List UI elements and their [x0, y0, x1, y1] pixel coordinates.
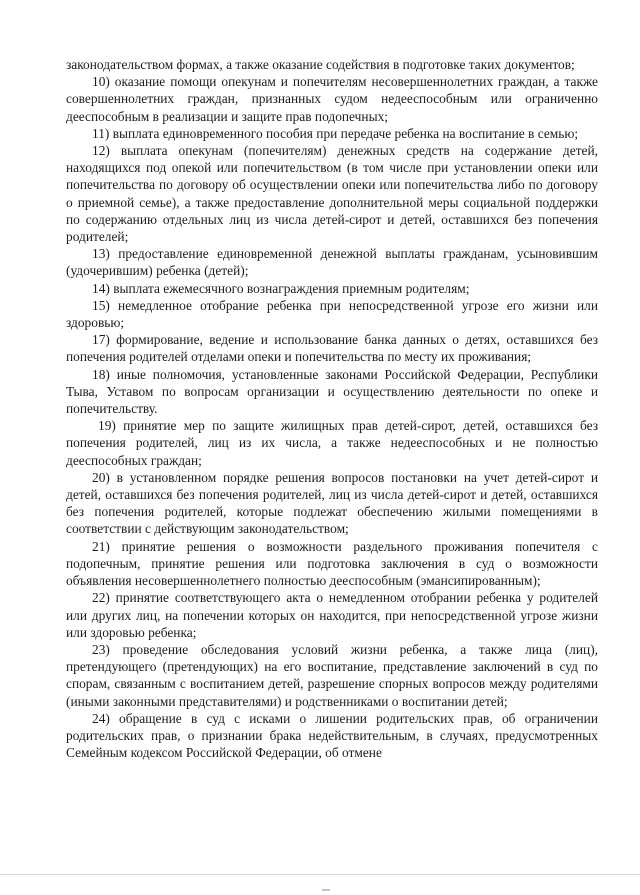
- paragraph-item-20: 20) в установленном порядке решения вопросов постановки на учет детей-сирот и детей, оставшихся без попечения родителей, лиц из числа детей-сирот и детей, оставшихся без попечения родителей, которые подлежат обеспечению жилыми помещениями в соответствии с действующим законодательством;: [66, 469, 598, 537]
- paragraph-item-11: 11) выплата единовременного пособия при передаче ребенка на воспитание в семью;: [92, 125, 579, 141]
- paragraph-item-17: 17) формирование, ведение и использование банка данных о детях, оставшихся без попечения родителей отделами опеки и попечительства по месту их проживания;: [66, 332, 598, 365]
- paragraph-item-12: 12) выплата опекунам (попечителям) денежных средств на содержание детей, находящихся под опекой или попечительством (в том числе при установлении опеки или попечительства по договору об осуществлении опеки или попечительства либо по договору о приемной семье), а также предоставление дополнительной меры социальной поддержки по содержанию отдельных лиц из числа детей-сирот и детей, оставшихся без попечения родителей;: [66, 143, 598, 245]
- paragraph-continuation: законодательством формах, а также оказание содействия в подготовке таких документов;: [66, 57, 575, 72]
- scan-edge-line: [0, 874, 640, 875]
- paragraph-item-14: 14) выплата ежемесячного вознаграждения приемным родителям;: [92, 280, 470, 296]
- document-body: [66, 56, 598, 761]
- scan-mark: [322, 889, 330, 891]
- paragraph-item-21: 21) принятие решения о возможности раздельного проживания попечителя с подопечным, принятие решения или подготовка заключения в суд о возможности объявления несовершеннолетнего полностью дееспособным (эмансипированным);: [66, 538, 598, 589]
- paragraph-item-15: 15) немедленное отобрание ребенка при непосредственной угрозе его жизни или здоровью;: [66, 297, 598, 331]
- paragraph-item-10: 10) оказание помощи опекунам и попечителям несовершеннолетних граждан, а также совершеннолетних граждан, признанных судом недееспособным или ограниченно дееспособным в реализации и защите прав подопечных;: [66, 74, 598, 124]
- paragraph-item-18: 18) иные полномочия, установленные законами Российской Федерации, Республики Тыва, Уставом по вопросам организации и осуществлению деятельности по опеке и попечительству.: [66, 366, 598, 417]
- paragraph-item-22: 22) принятие соответствующего акта о немедленном отобрании ребенка у родителей или других лиц, на попечении которых он находится, при непосредственной угрозе жизни или здоровью ребенка;: [66, 590, 598, 640]
- paragraph-item-24: 24) обращение в суд с исками о лишении родительских прав, об ограничении родительских прав, о признании брака недействительным, в случаях, предусмотренных Семейным кодексом Российской Федерации, об отмене: [66, 710, 598, 761]
- paragraph-item-13: 13) предоставление единовременной денежной выплаты гражданам, усыновившим (удочерившим) ребенка (детей);: [66, 246, 598, 279]
- paragraph-item-19: 19) принятие мер по защите жилищных прав детей-сирот, детей, оставшихся без попечения родителей, лиц из их числа, а также недееспособных и не полностью дееспособных граждан;: [66, 418, 598, 468]
- paragraph-item-23: 23) проведение обследования условий жизни ребенка, а также лица (лиц), претендующего (претендующих) на его воспитание, представление заключений в суд по спорам, связанным с воспитанием детей, разрешение спорных вопросов между родителями (иными законными представителями) и родственниками о воспитании детей;: [66, 641, 598, 709]
